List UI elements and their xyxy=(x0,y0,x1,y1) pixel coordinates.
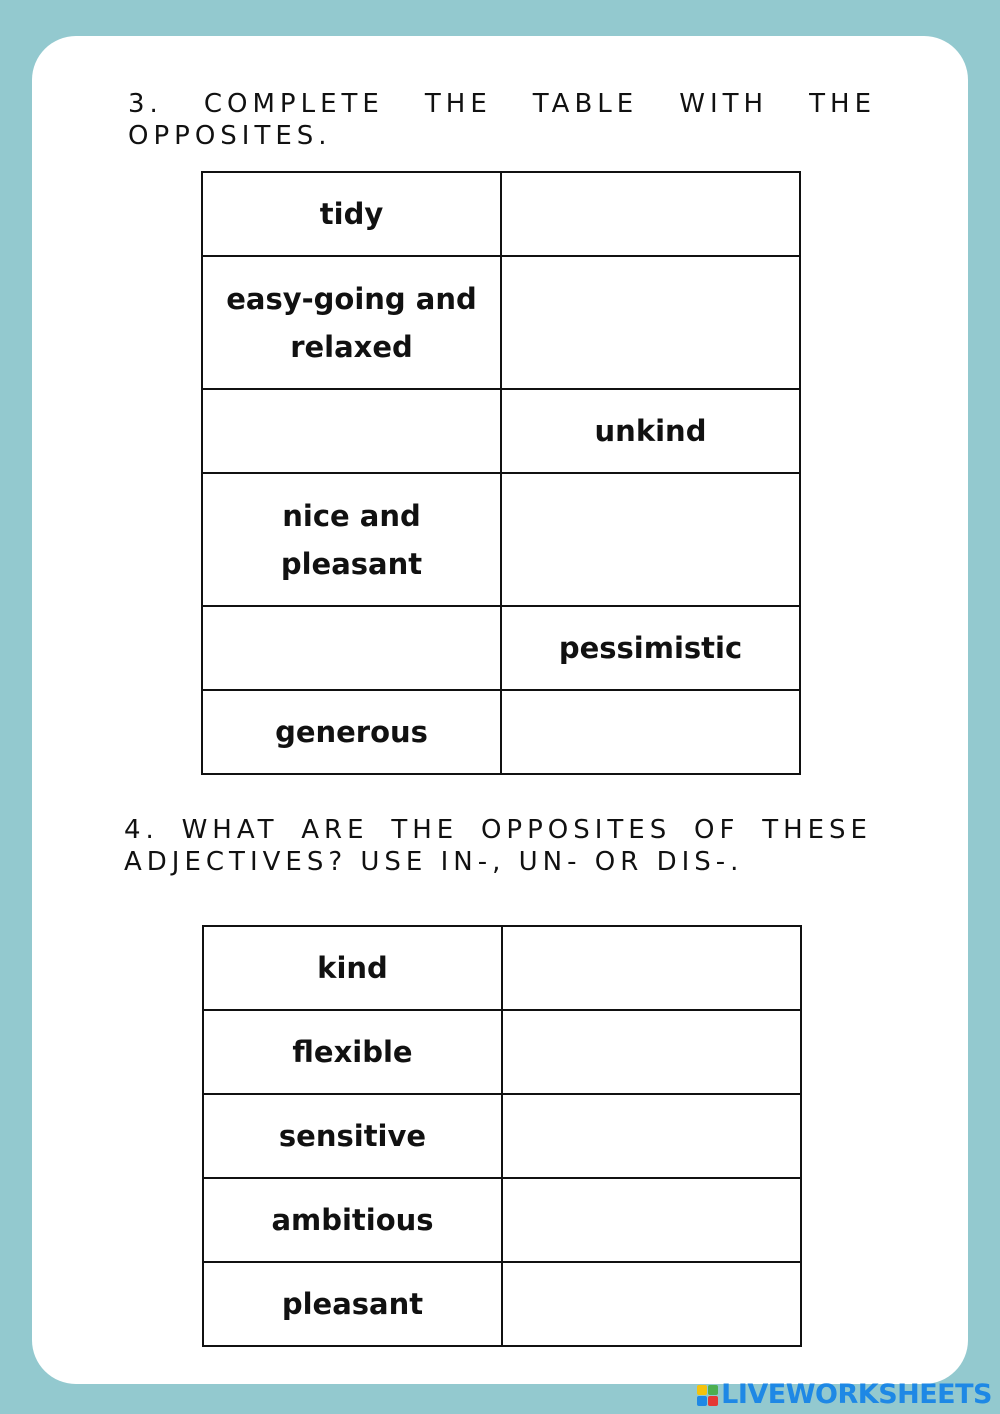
word-cell: unkind xyxy=(501,389,800,473)
table-row xyxy=(203,1262,801,1346)
table-row xyxy=(203,1010,801,1094)
word-cell: generous xyxy=(202,690,501,774)
answer-cell[interactable] xyxy=(501,172,800,256)
answer-cell[interactable] xyxy=(202,606,501,690)
word-cell: ambitious xyxy=(203,1178,502,1262)
logo-square-green xyxy=(708,1385,718,1395)
liveworksheets-logo-icon xyxy=(697,1385,718,1406)
exercise-3-table xyxy=(201,171,801,775)
answer-cell[interactable] xyxy=(502,1094,801,1178)
table-row xyxy=(202,172,800,256)
word-cell: nice and pleasant xyxy=(202,473,501,606)
answer-cell[interactable] xyxy=(501,690,800,774)
brand-text: LIVEWORKSHEETS xyxy=(721,1379,992,1410)
exercise-3-instruction: 3. COMPLETE THE TABLE WITH THE OPPOSITES. xyxy=(128,89,876,151)
logo-square-red xyxy=(708,1396,718,1406)
logo-square-yellow xyxy=(697,1385,707,1395)
word-cell: flexible xyxy=(203,1010,502,1094)
exercise-4-instruction: 4. WHAT ARE THE OPPOSITES OF THESE ADJECTIVES? USE IN-, UN- OR DIS-. xyxy=(124,815,872,877)
answer-cell[interactable] xyxy=(502,1010,801,1094)
table-row xyxy=(202,389,800,473)
word-cell: tidy xyxy=(202,172,501,256)
worksheet-page xyxy=(32,36,968,1384)
answer-cell[interactable] xyxy=(502,1262,801,1346)
table-row xyxy=(202,473,800,606)
word-cell: sensitive xyxy=(203,1094,502,1178)
table-row xyxy=(202,256,800,389)
exercise-4-table xyxy=(202,925,802,1347)
word-cell: easy-going and relaxed xyxy=(202,256,501,389)
table-row xyxy=(202,606,800,690)
table-row xyxy=(202,690,800,774)
logo-square-blue xyxy=(697,1396,707,1406)
answer-cell[interactable] xyxy=(502,1178,801,1262)
answer-cell[interactable] xyxy=(501,256,800,389)
table-row xyxy=(203,926,801,1010)
answer-cell[interactable] xyxy=(202,389,501,473)
word-cell: kind xyxy=(203,926,502,1010)
word-cell: pleasant xyxy=(203,1262,502,1346)
table-row xyxy=(203,1094,801,1178)
liveworksheets-brand[interactable] xyxy=(697,1380,992,1410)
answer-cell[interactable] xyxy=(501,473,800,606)
table-row xyxy=(203,1178,801,1262)
word-cell: pessimistic xyxy=(501,606,800,690)
answer-cell[interactable] xyxy=(502,926,801,1010)
